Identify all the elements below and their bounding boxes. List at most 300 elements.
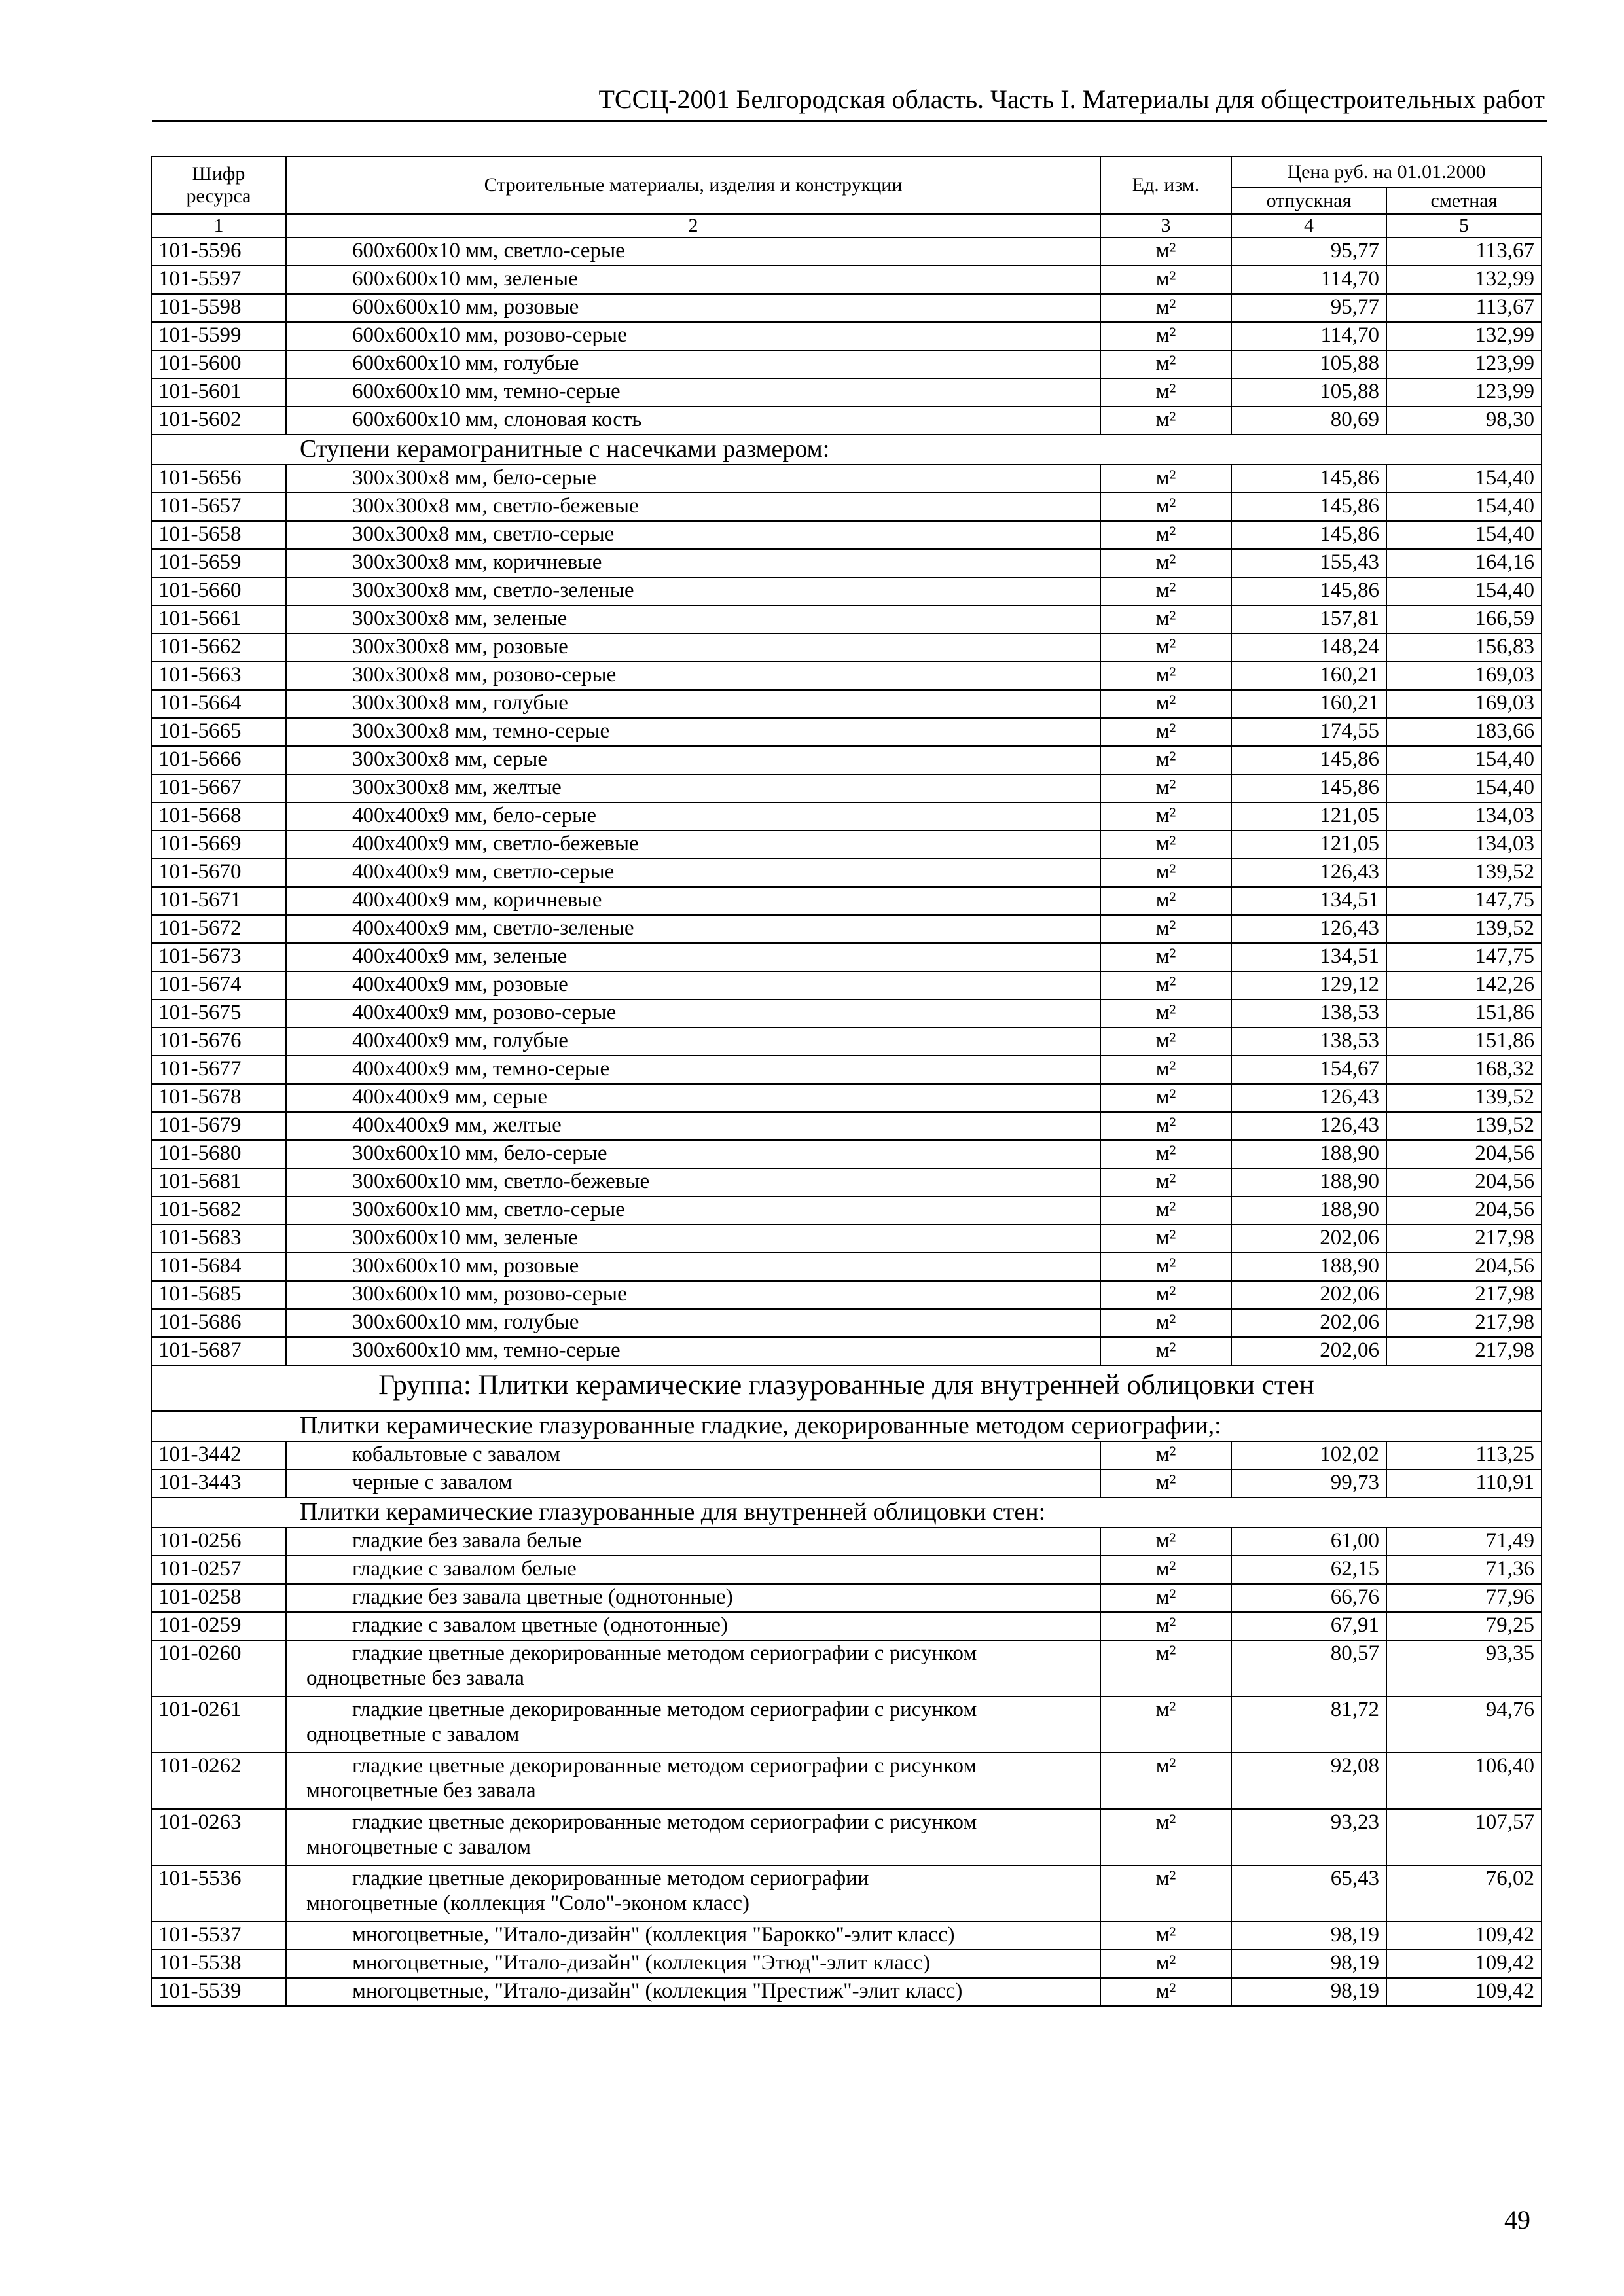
estimate-price: 113,67 xyxy=(1386,294,1542,322)
table-row xyxy=(151,1225,1542,1253)
resource-name xyxy=(286,1140,1100,1168)
resource-name-text: 300x300x8 мм, коричневые xyxy=(352,550,602,574)
resource-name xyxy=(286,887,1100,915)
release-price: 202,06 xyxy=(1231,1337,1386,1365)
release-price: 81,72 xyxy=(1231,1696,1386,1753)
table-row xyxy=(151,718,1542,746)
table-row xyxy=(151,1612,1542,1640)
resource-code: 101-5684 xyxy=(151,1253,286,1281)
table-row xyxy=(151,465,1542,493)
estimate-price: 71,49 xyxy=(1386,1528,1542,1556)
release-price: 105,88 xyxy=(1231,350,1386,378)
resource-name-text: 300x600x10 мм, голубые xyxy=(352,1310,579,1334)
resource-name-text: гладкие цветные декорированные методом сериографии с рисунком xyxy=(352,1810,977,1834)
resource-name-text: 400x400x9 мм, зеленые xyxy=(352,944,568,968)
release-price: 138,53 xyxy=(1231,1028,1386,1056)
estimate-price: 134,03 xyxy=(1386,831,1542,859)
resource-name-text: 300x300x8 мм, розовые xyxy=(352,635,568,658)
table-row xyxy=(151,774,1542,802)
unit-cell: м² xyxy=(1100,1281,1231,1309)
resource-code: 101-5686 xyxy=(151,1309,286,1337)
resource-code: 101-5660 xyxy=(151,577,286,605)
resource-code: 101-5679 xyxy=(151,1112,286,1140)
resource-code: 101-3443 xyxy=(151,1469,286,1498)
resource-name-continuation: многоцветные (коллекция "Соло"-эконом класс) xyxy=(306,1892,749,1915)
resource-code: 101-3442 xyxy=(151,1441,286,1469)
table-row xyxy=(151,971,1542,999)
unit-cell: м² xyxy=(1100,549,1231,577)
resource-code: 101-5597 xyxy=(151,266,286,294)
estimate-price: 134,03 xyxy=(1386,802,1542,831)
table-row xyxy=(151,1337,1542,1365)
resource-code: 101-5602 xyxy=(151,406,286,435)
resource-code: 101-0263 xyxy=(151,1809,286,1865)
estimate-price: 93,35 xyxy=(1386,1640,1542,1696)
table-row xyxy=(151,1809,1542,1865)
resource-name xyxy=(286,774,1100,802)
resource-name-text: 600x600x10 мм, розовые xyxy=(352,295,579,319)
resource-name xyxy=(286,294,1100,322)
resource-code: 101-5598 xyxy=(151,294,286,322)
table-row xyxy=(151,1528,1542,1556)
release-price: 121,05 xyxy=(1231,802,1386,831)
release-price: 66,76 xyxy=(1231,1584,1386,1612)
estimate-price: 106,40 xyxy=(1386,1753,1542,1809)
resource-name xyxy=(286,577,1100,605)
release-price: 126,43 xyxy=(1231,1112,1386,1140)
unit-cell: м² xyxy=(1100,493,1231,521)
unit-cell: м² xyxy=(1100,605,1231,634)
release-price: 145,86 xyxy=(1231,577,1386,605)
table-row xyxy=(151,1922,1542,1950)
estimate-price: 154,40 xyxy=(1386,465,1542,493)
resource-name xyxy=(286,1950,1100,1978)
resource-name-text: 300x600x10 мм, зеленые xyxy=(352,1226,578,1249)
unit-cell: м² xyxy=(1100,662,1231,690)
resource-name xyxy=(286,1528,1100,1556)
release-price: 145,86 xyxy=(1231,521,1386,549)
estimate-price: 71,36 xyxy=(1386,1556,1542,1584)
release-price: 160,21 xyxy=(1231,662,1386,690)
unit-cell: м² xyxy=(1100,915,1231,943)
resource-name-continuation: одноцветные с завалом xyxy=(306,1723,520,1746)
resource-name xyxy=(286,971,1100,999)
page-number: 49 xyxy=(1504,2205,1530,2234)
release-price: 93,23 xyxy=(1231,1809,1386,1865)
resource-name xyxy=(286,1168,1100,1196)
unit-cell: м² xyxy=(1100,831,1231,859)
unit-cell: м² xyxy=(1100,887,1231,915)
unit-cell: м² xyxy=(1100,1584,1231,1612)
resource-name xyxy=(286,322,1100,350)
table-row xyxy=(151,1950,1542,1978)
resource-name-text: 600x600x10 мм, слоновая кость xyxy=(352,408,642,431)
resource-name xyxy=(286,266,1100,294)
table-row xyxy=(151,521,1542,549)
resource-name-text: гладкие без завала цветные (однотонные) xyxy=(352,1585,733,1609)
table-body xyxy=(151,238,1542,2006)
estimate-price: 154,40 xyxy=(1386,521,1542,549)
unit-cell: м² xyxy=(1100,1922,1231,1950)
resource-name xyxy=(286,406,1100,435)
release-price: 145,86 xyxy=(1231,493,1386,521)
resource-name-text: 300x600x10 мм, светло-бежевые xyxy=(352,1170,650,1193)
unit-cell: м² xyxy=(1100,1309,1231,1337)
resource-name xyxy=(286,831,1100,859)
release-price: 202,06 xyxy=(1231,1281,1386,1309)
resource-name-text: 300x300x8 мм, бело-серые xyxy=(352,466,596,490)
table-row xyxy=(151,1253,1542,1281)
release-price: 154,67 xyxy=(1231,1056,1386,1084)
release-price: 145,86 xyxy=(1231,746,1386,774)
resource-name xyxy=(286,1469,1100,1498)
resource-name xyxy=(286,1028,1100,1056)
unit-cell: м² xyxy=(1100,774,1231,802)
resource-name xyxy=(286,915,1100,943)
table-row xyxy=(151,549,1542,577)
resource-name-text: 600x600x10 мм, темно-серые xyxy=(352,380,621,403)
estimate-price: 132,99 xyxy=(1386,322,1542,350)
unit-cell: м² xyxy=(1100,378,1231,406)
table-row xyxy=(151,915,1542,943)
resource-name-text: 300x300x8 мм, зеленые xyxy=(352,607,568,630)
unit-cell: м² xyxy=(1100,1753,1231,1809)
resource-name-text: 400x400x9 мм, темно-серые xyxy=(352,1057,610,1081)
resource-name xyxy=(286,746,1100,774)
resource-name xyxy=(286,350,1100,378)
resource-name-text: 400x400x9 мм, голубые xyxy=(352,1029,568,1052)
unit-cell: м² xyxy=(1100,1337,1231,1365)
unit-cell: м² xyxy=(1100,1056,1231,1084)
release-price: 145,86 xyxy=(1231,774,1386,802)
resource-name xyxy=(286,1865,1100,1922)
estimate-price: 168,32 xyxy=(1386,1056,1542,1084)
release-price: 95,77 xyxy=(1231,238,1386,266)
estimate-price: 151,86 xyxy=(1386,999,1542,1028)
resource-name xyxy=(286,662,1100,690)
resource-code: 101-5671 xyxy=(151,887,286,915)
table-row xyxy=(151,605,1542,634)
estimate-price: 113,25 xyxy=(1386,1441,1542,1469)
table-header xyxy=(151,156,1542,238)
release-price: 98,19 xyxy=(1231,1922,1386,1950)
unit-cell: м² xyxy=(1100,350,1231,378)
resource-name-text: гладкие цветные декорированные методом сериографии с рисунком xyxy=(352,1641,977,1665)
resource-name xyxy=(286,1640,1100,1696)
unit-cell: м² xyxy=(1100,521,1231,549)
unit-cell: м² xyxy=(1100,1028,1231,1056)
col-header-release-price: отпускная xyxy=(1231,188,1386,214)
resource-name xyxy=(286,238,1100,266)
table-row xyxy=(151,859,1542,887)
resource-code: 101-5665 xyxy=(151,718,286,746)
resource-name xyxy=(286,549,1100,577)
col-header-unit: Ед. изм. xyxy=(1100,156,1231,214)
table-row xyxy=(151,746,1542,774)
unit-cell: м² xyxy=(1100,1978,1231,2006)
resource-code: 101-5657 xyxy=(151,493,286,521)
unit-cell: м² xyxy=(1100,690,1231,718)
unit-cell: м² xyxy=(1100,577,1231,605)
unit-cell: м² xyxy=(1100,634,1231,662)
resource-name-text: 300x300x8 мм, желтые xyxy=(352,776,562,799)
estimate-price: 77,96 xyxy=(1386,1584,1542,1612)
estimate-price: 154,40 xyxy=(1386,746,1542,774)
estimate-price: 169,03 xyxy=(1386,662,1542,690)
release-price: 134,51 xyxy=(1231,943,1386,971)
resource-name xyxy=(286,718,1100,746)
resource-name-text: 300x600x10 мм, темно-серые xyxy=(352,1338,621,1362)
resource-name xyxy=(286,1112,1100,1140)
table-row xyxy=(151,831,1542,859)
resource-name-continuation: одноцветные без завала xyxy=(306,1666,524,1690)
resource-name xyxy=(286,1753,1100,1809)
unit-cell: м² xyxy=(1100,859,1231,887)
estimate-price: 98,30 xyxy=(1386,406,1542,435)
col-header-name: Строительные материалы, изделия и конструкции xyxy=(286,156,1100,214)
release-price: 129,12 xyxy=(1231,971,1386,999)
resource-name-text: 400x400x9 мм, светло-серые xyxy=(352,860,615,884)
table-row xyxy=(151,1584,1542,1612)
resource-name-text: многоцветные, "Итало-дизайн" (коллекция "Этюд"-элит класс) xyxy=(352,1951,931,1975)
unit-cell: м² xyxy=(1100,999,1231,1028)
group-heading: Группа: Плитки керамические глазурованные для внутренней облицовки стен xyxy=(151,1365,1542,1411)
estimate-price: 204,56 xyxy=(1386,1140,1542,1168)
table-row xyxy=(151,406,1542,435)
release-price: 65,43 xyxy=(1231,1865,1386,1922)
resource-code: 101-5664 xyxy=(151,690,286,718)
resource-name xyxy=(286,1196,1100,1225)
resource-code: 101-5685 xyxy=(151,1281,286,1309)
table-row xyxy=(151,322,1542,350)
estimate-price: 107,57 xyxy=(1386,1809,1542,1865)
table-row xyxy=(151,350,1542,378)
table-row xyxy=(151,943,1542,971)
resource-name-text: 300x300x8 мм, серые xyxy=(352,747,548,771)
estimate-price: 110,91 xyxy=(1386,1469,1542,1498)
resource-name xyxy=(286,1084,1100,1112)
unit-cell: м² xyxy=(1100,1084,1231,1112)
release-price: 202,06 xyxy=(1231,1309,1386,1337)
resource-name-text: 400x400x9 мм, серые xyxy=(352,1085,548,1109)
resource-code: 101-5681 xyxy=(151,1168,286,1196)
resource-code: 101-5677 xyxy=(151,1056,286,1084)
resource-name xyxy=(286,1978,1100,2006)
estimate-price: 109,42 xyxy=(1386,1978,1542,2006)
resource-code: 101-5600 xyxy=(151,350,286,378)
col-header-price: Цена руб. на 01.01.2000 xyxy=(1231,156,1542,188)
resource-name-text: гладкие без завала белые xyxy=(352,1529,582,1552)
resource-name-text: гладкие цветные декорированные методом сериографии xyxy=(352,1867,869,1890)
unit-cell: м² xyxy=(1100,1168,1231,1196)
release-price: 80,69 xyxy=(1231,406,1386,435)
unit-cell: м² xyxy=(1100,1469,1231,1498)
table-row xyxy=(151,887,1542,915)
resource-name-text: многоцветные, "Итало-дизайн" (коллекция "Барокко"-элит класс) xyxy=(352,1923,955,1946)
resource-name-text: 300x300x8 мм, светло-зеленые xyxy=(352,579,634,602)
release-price: 126,43 xyxy=(1231,1084,1386,1112)
resource-code: 101-5663 xyxy=(151,662,286,690)
price-table xyxy=(151,156,1542,2007)
resource-code: 101-5683 xyxy=(151,1225,286,1253)
resource-code: 101-5536 xyxy=(151,1865,286,1922)
resource-name-text: 600x600x10 мм, голубые xyxy=(352,351,579,375)
estimate-price: 204,56 xyxy=(1386,1196,1542,1225)
resource-name-text: кобальтовые с завалом xyxy=(352,1443,560,1466)
resource-code: 101-5682 xyxy=(151,1196,286,1225)
resource-name-text: 400x400x9 мм, бело-серые xyxy=(352,804,596,827)
release-price: 134,51 xyxy=(1231,887,1386,915)
unit-cell: м² xyxy=(1100,802,1231,831)
table-row xyxy=(151,662,1542,690)
resource-code: 101-0260 xyxy=(151,1640,286,1696)
table-row xyxy=(151,634,1542,662)
resource-name xyxy=(286,1441,1100,1469)
release-price: 174,55 xyxy=(1231,718,1386,746)
resource-name xyxy=(286,465,1100,493)
table-row xyxy=(151,1441,1542,1469)
resource-code: 101-5538 xyxy=(151,1950,286,1978)
resource-name-text: черные с завалом xyxy=(352,1471,513,1494)
table-row xyxy=(151,1640,1542,1696)
estimate-price: 169,03 xyxy=(1386,690,1542,718)
resource-name-text: 300x300x8 мм, светло-серые xyxy=(352,522,615,546)
release-price: 148,24 xyxy=(1231,634,1386,662)
release-price: 95,77 xyxy=(1231,294,1386,322)
resource-name-text: 300x600x10 мм, розовые xyxy=(352,1254,579,1278)
table-row xyxy=(151,266,1542,294)
resource-name xyxy=(286,1281,1100,1309)
estimate-price: 204,56 xyxy=(1386,1253,1542,1281)
estimate-price: 76,02 xyxy=(1386,1865,1542,1922)
table-row xyxy=(151,1168,1542,1196)
estimate-price: 154,40 xyxy=(1386,493,1542,521)
subgroup-heading: Плитки керамические глазурованные для внутренней облицовки стен: xyxy=(151,1498,1542,1528)
resource-code: 101-5601 xyxy=(151,378,286,406)
col-number: 1 xyxy=(151,214,286,238)
table-row xyxy=(151,294,1542,322)
resource-name-text: 300x600x10 мм, бело-серые xyxy=(352,1141,607,1165)
resource-code: 101-5656 xyxy=(151,465,286,493)
resource-code: 101-5680 xyxy=(151,1140,286,1168)
resource-code: 101-5673 xyxy=(151,943,286,971)
unit-cell: м² xyxy=(1100,1612,1231,1640)
release-price: 188,90 xyxy=(1231,1140,1386,1168)
resource-name-text: гладкие цветные декорированные методом сериографии с рисунком xyxy=(352,1698,977,1721)
resource-code: 101-5537 xyxy=(151,1922,286,1950)
unit-cell: м² xyxy=(1100,1112,1231,1140)
resource-code: 101-5669 xyxy=(151,831,286,859)
unit-cell: м² xyxy=(1100,465,1231,493)
resource-code: 101-5662 xyxy=(151,634,286,662)
estimate-price: 166,59 xyxy=(1386,605,1542,634)
resource-name-text: 300x300x8 мм, светло-бежевые xyxy=(352,494,639,518)
unit-cell: м² xyxy=(1100,266,1231,294)
table-row xyxy=(151,690,1542,718)
resource-name-continuation: многоцветные с завалом xyxy=(306,1835,531,1859)
col-header-estimate-price: сметная xyxy=(1386,188,1542,214)
resource-name xyxy=(286,943,1100,971)
resource-name xyxy=(286,859,1100,887)
resource-code: 101-0261 xyxy=(151,1696,286,1753)
table-row xyxy=(151,238,1542,266)
resource-code: 101-5539 xyxy=(151,1978,286,2006)
table-row xyxy=(151,1696,1542,1753)
resource-code: 101-5659 xyxy=(151,549,286,577)
resource-name-text: 300x600x10 мм, светло-серые xyxy=(352,1198,625,1221)
estimate-price: 217,98 xyxy=(1386,1281,1542,1309)
resource-name xyxy=(286,1337,1100,1365)
release-price: 92,08 xyxy=(1231,1753,1386,1809)
table-row xyxy=(151,577,1542,605)
unit-cell: м² xyxy=(1100,1441,1231,1469)
table-row xyxy=(151,1056,1542,1084)
col-number: 5 xyxy=(1386,214,1542,238)
resource-name-text: 600x600x10 мм, светло-серые xyxy=(352,239,625,262)
estimate-price: 123,99 xyxy=(1386,350,1542,378)
resource-code: 101-0259 xyxy=(151,1612,286,1640)
resource-code: 101-5670 xyxy=(151,859,286,887)
resource-name xyxy=(286,999,1100,1028)
release-price: 105,88 xyxy=(1231,378,1386,406)
table-row xyxy=(151,1281,1542,1309)
table-row xyxy=(151,1978,1542,2006)
estimate-price: 154,40 xyxy=(1386,577,1542,605)
release-price: 188,90 xyxy=(1231,1196,1386,1225)
resource-name-text: 400x400x9 мм, светло-зеленые xyxy=(352,916,634,940)
unit-cell: м² xyxy=(1100,971,1231,999)
resource-name-text: 400x400x9 мм, розово-серые xyxy=(352,1001,617,1024)
unit-cell: м² xyxy=(1100,746,1231,774)
unit-cell: м² xyxy=(1100,238,1231,266)
resource-code: 101-0257 xyxy=(151,1556,286,1584)
col-header-code: Шифр ресурса xyxy=(151,156,286,214)
subgroup-heading-row xyxy=(151,1411,1542,1441)
resource-code: 101-0258 xyxy=(151,1584,286,1612)
release-price: 138,53 xyxy=(1231,999,1386,1028)
resource-code: 101-5678 xyxy=(151,1084,286,1112)
estimate-price: 132,99 xyxy=(1386,266,1542,294)
unit-cell: м² xyxy=(1100,1640,1231,1696)
estimate-price: 113,67 xyxy=(1386,238,1542,266)
col-number: 2 xyxy=(286,214,1100,238)
estimate-price: 147,75 xyxy=(1386,887,1542,915)
resource-code: 101-5666 xyxy=(151,746,286,774)
estimate-price: 204,56 xyxy=(1386,1168,1542,1196)
resource-code: 101-5599 xyxy=(151,322,286,350)
resource-code: 101-5676 xyxy=(151,1028,286,1056)
estimate-price: 217,98 xyxy=(1386,1337,1542,1365)
resource-name xyxy=(286,378,1100,406)
table-row xyxy=(151,1196,1542,1225)
unit-cell: м² xyxy=(1100,1140,1231,1168)
resource-name xyxy=(286,1056,1100,1084)
table-row xyxy=(151,493,1542,521)
resource-name-text: 600x600x10 мм, розово-серые xyxy=(352,323,627,347)
resource-name xyxy=(286,802,1100,831)
table-row xyxy=(151,1753,1542,1809)
estimate-price: 164,16 xyxy=(1386,549,1542,577)
resource-name-text: гладкие с завалом белые xyxy=(352,1557,577,1581)
estimate-price: 139,52 xyxy=(1386,859,1542,887)
resource-code: 101-5675 xyxy=(151,999,286,1028)
release-price: 157,81 xyxy=(1231,605,1386,634)
release-price: 67,91 xyxy=(1231,1612,1386,1640)
unit-cell: м² xyxy=(1100,1556,1231,1584)
resource-name xyxy=(286,690,1100,718)
subgroup-heading: Ступени керамогранитные с насечками размером: xyxy=(151,435,1542,465)
unit-cell: м² xyxy=(1100,1225,1231,1253)
